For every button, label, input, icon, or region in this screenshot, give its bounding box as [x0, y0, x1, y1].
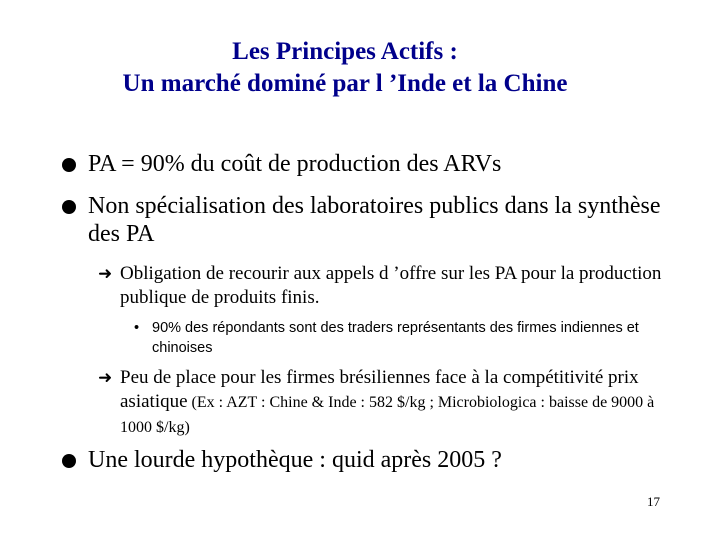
slide-title	[0, 36, 690, 100]
sub-sub-bullet-text: 90% des répondants sont des traders représentants des firmes indiennes et chinoises	[152, 320, 639, 356]
bullet-text: PA = 90% du coût de production des ARVs	[88, 151, 502, 177]
slide-title-line-2: Un marché dominé par l ’Inde et la Chine	[122, 70, 568, 97]
sub-bullet-item	[98, 366, 678, 440]
sub-bullet-item	[98, 262, 678, 310]
right-arrow-icon: ➜	[98, 368, 113, 387]
bullet-dot-icon	[62, 200, 76, 214]
page-number: 17	[647, 494, 660, 509]
right-arrow-icon: ➜	[98, 264, 113, 283]
bullet-text: Une lourde hypothèque : quid après 2005 ?	[88, 447, 502, 473]
sub-sub-bullet-item	[134, 318, 674, 358]
bullet-dot-icon	[62, 158, 76, 172]
bullet-dot-icon	[62, 454, 76, 468]
small-dot-icon: •	[134, 320, 140, 336]
bullet-item	[62, 192, 682, 248]
slide-title-line-1: Les Principes Actifs :	[232, 38, 458, 65]
bullet-item	[62, 150, 682, 178]
sub-bullet-text	[98, 366, 678, 440]
bullet-item	[62, 446, 682, 474]
sub-bullet-text-example: (Ex : AZT : Chine & Inde : 582 $/kg ; Microbiologica : baisse de 9000 à 1000 $/kg)	[120, 394, 655, 436]
sub-bullet-text: Obligation de recourir aux appels d ’offre sur les PA pour la production publique de produits finis.	[120, 263, 662, 308]
sub-bullet-text-main: Peu de place pour les firmes brésiliennes face à la compétitivité prix asiatique	[120, 367, 639, 412]
bullet-text: Non spécialisation des laboratoires publics dans la synthèse des PA	[88, 193, 661, 247]
